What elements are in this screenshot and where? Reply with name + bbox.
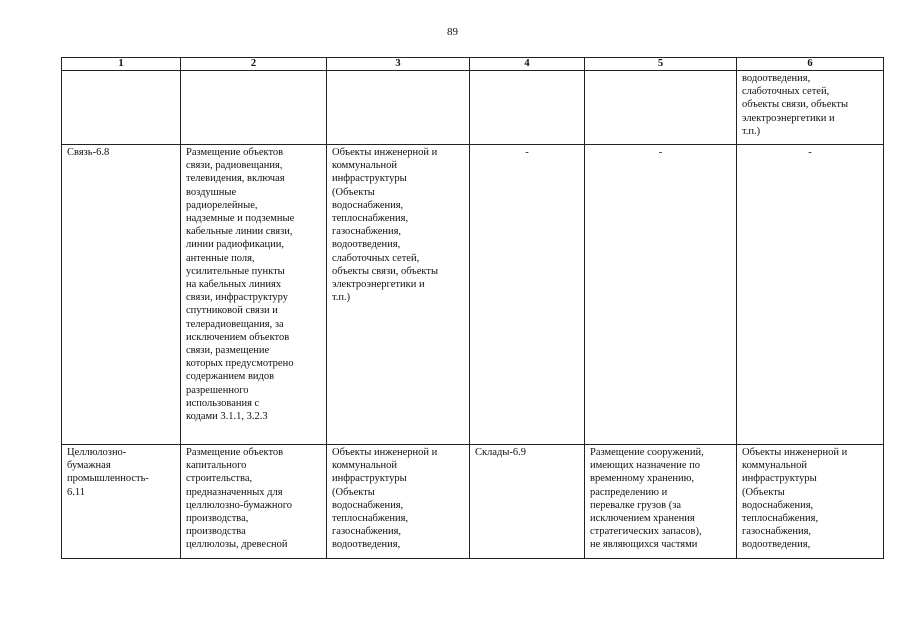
zoning-table xyxy=(61,57,884,559)
column-header-1: 1 xyxy=(62,58,181,71)
column-header-3: 3 xyxy=(327,58,470,71)
table-cell xyxy=(470,71,585,145)
table-cell xyxy=(62,71,181,145)
table-cell: - xyxy=(585,145,737,445)
column-header-6: 6 xyxy=(737,58,884,71)
table-cell: Связь-6.8 xyxy=(62,145,181,445)
table-cell: - xyxy=(737,145,884,445)
table-cell: Объекты инженерной и коммунальной инфраструктуры (Объекты водоснабжения, теплоснабжения, газоснабжения, водоотведения, слаботочных сетей, объекты связи, объекты электроэнергетики и т.п.) xyxy=(327,145,470,445)
table-cell xyxy=(327,71,470,145)
table-cell: - xyxy=(470,145,585,445)
header-row xyxy=(62,58,884,71)
table-cell: водоотведения, слаботочных сетей, объекты связи, объекты электроэнергетики и т.п.) xyxy=(737,71,884,145)
column-header-2: 2 xyxy=(181,58,327,71)
table-cell: Объекты инженерной и коммунальной инфраструктуры (Объекты водоснабжения, теплоснабжения, газоснабжения, водоотведения, xyxy=(737,445,884,559)
column-header-5: 5 xyxy=(585,58,737,71)
table-cell: Размещение объектов связи, радиовещания, телевидения, включая воздушные радиорелейные, надземные и подземные кабельные линии связи, линии радиофикации, антенные поля, усилительные пункты на кабельных линиях связи, инфраструктуру спутниковой связи и телерадиовещания, за исключением объектов связи, размещение которых предусмотрено содержанием видов разрешенного использования с кодами 3.1.1, 3.2.3 xyxy=(181,145,327,445)
column-header-4: 4 xyxy=(470,58,585,71)
table-cell xyxy=(181,71,327,145)
table-row xyxy=(62,145,884,445)
page-number: 89 xyxy=(447,26,458,38)
table-cell: Размещение объектов капитального строительства, предназначенных для целлюлозно-бумажного производства, производства целлюлозы, древесной xyxy=(181,445,327,559)
table-row xyxy=(62,71,884,145)
table-cell: Объекты инженерной и коммунальной инфраструктуры (Объекты водоснабжения, теплоснабжения, газоснабжения, водоотведения, xyxy=(327,445,470,559)
table-cell xyxy=(585,71,737,145)
table-cell: Склады-6.9 xyxy=(470,445,585,559)
table-cell: Размещение сооружений, имеющих назначение по временному хранению, распределению и перевалке грузов (за исключением хранения стратегических запасов), не являющихся частями xyxy=(585,445,737,559)
table-cell: Целлюлозно- бумажная промышленность- 6.11 xyxy=(62,445,181,559)
table-row xyxy=(62,445,884,559)
